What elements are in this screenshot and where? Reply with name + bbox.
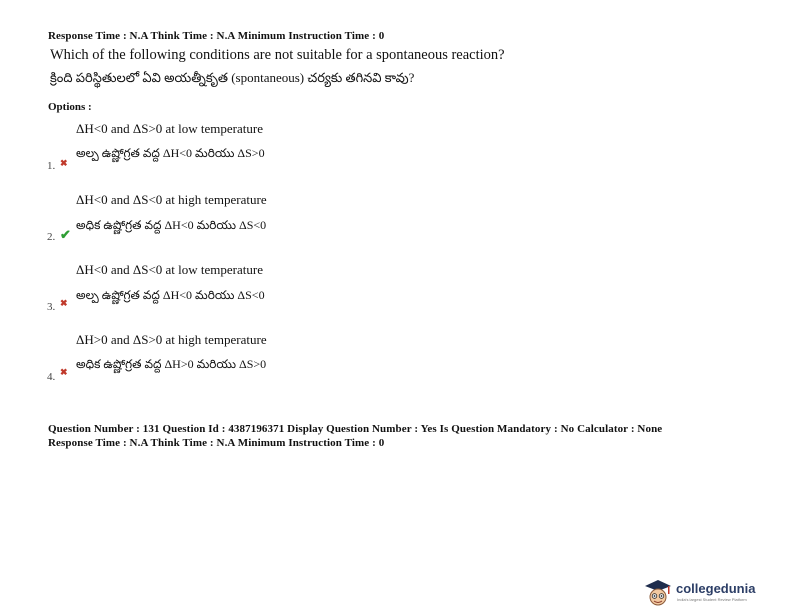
option-3-telugu: అల్ప ఉష్ణోగ్రత వద్ద ΔH<0 మరియు ΔS<0 bbox=[76, 288, 265, 302]
question-info-line: Question Number : 131 Question Id : 4387196371 Display Question Number : Yes Is Question Mandatory : No Calculator : None bbox=[48, 423, 663, 435]
wrong-mark-icon: ✖ bbox=[60, 158, 68, 168]
options-label: Options : bbox=[48, 101, 92, 113]
option-4-number: 4. bbox=[47, 371, 56, 383]
option-4-telugu: అధిక ఉష్ణోగ్రత వద్ద ΔH>0 మరియు ΔS>0 bbox=[76, 357, 267, 371]
option-3-number: 3. bbox=[47, 301, 56, 313]
question-text-telugu: క్రింది పరిస్థితులలో ఏవి అయత్నీకృత (spontaneous) చర్యకు తగినవి కావు? bbox=[50, 70, 415, 85]
collegedunia-logo[interactable] bbox=[642, 578, 788, 608]
wrong-mark-icon: ✖ bbox=[60, 298, 68, 308]
option-1-english: ΔH<0 and ΔS>0 at low temperature bbox=[76, 121, 263, 136]
option-1-telugu: అల్ప ఉష్ణోగ్రత వద్ద ΔH<0 మరియు ΔS>0 bbox=[76, 146, 265, 160]
question-text-english: Which of the following conditions are not suitable for a spontaneous reaction? bbox=[50, 47, 505, 63]
option-4-english: ΔH>0 and ΔS>0 at high temperature bbox=[76, 332, 267, 347]
graduate-mascot-icon bbox=[642, 578, 674, 608]
correct-check-icon: ✔ bbox=[60, 227, 71, 242]
option-2-telugu: అధిక ఉష్ణోగ్రత వద్ద ΔH<0 మరియు ΔS<0 bbox=[76, 218, 267, 232]
option-1-number: 1. bbox=[47, 160, 56, 172]
logo-tagline: India's largest Student Review Platform bbox=[677, 597, 747, 602]
option-2-number: 2. bbox=[47, 231, 56, 243]
response-time-header: Response Time : N.A Think Time : N.A Minimum Instruction Time : 0 bbox=[48, 30, 385, 42]
option-3-english: ΔH<0 and ΔS<0 at low temperature bbox=[76, 262, 263, 277]
wrong-mark-icon: ✖ bbox=[60, 367, 68, 377]
option-2-english: ΔH<0 and ΔS<0 at high temperature bbox=[76, 192, 267, 207]
response-time-footer: Response Time : N.A Think Time : N.A Minimum Instruction Time : 0 bbox=[48, 437, 385, 449]
logo-brand-text: collegedunia bbox=[676, 581, 756, 596]
